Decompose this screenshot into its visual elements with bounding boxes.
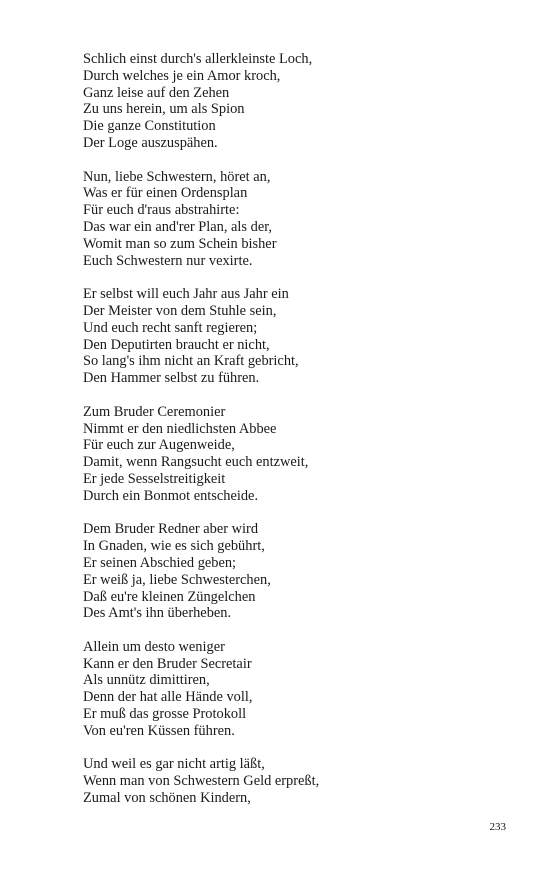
poem-line: Wenn man von Schwestern Geld erpreßt, bbox=[83, 773, 320, 790]
poem-line: Euch Schwestern nur vexirte. bbox=[83, 252, 253, 269]
poem-line: Für euch zur Augenweide, bbox=[83, 437, 235, 454]
poem-line: Daß eu're kleinen Züngelchen bbox=[83, 588, 256, 605]
poem-line: Und weil es gar nicht artig läßt, bbox=[83, 756, 265, 773]
stanza bbox=[83, 521, 503, 622]
stanza bbox=[83, 51, 503, 152]
poem-line: Zumal von schönen Kindern, bbox=[83, 790, 251, 807]
poem-line: Von eu'ren Küssen führen. bbox=[83, 722, 235, 739]
poem-line: Womit man so zum Schein bisher bbox=[83, 235, 277, 252]
poem-line: Den Hammer selbst zu führen. bbox=[83, 370, 260, 387]
stanza bbox=[83, 756, 503, 806]
poem-line: Den Deputirten braucht er nicht, bbox=[83, 336, 270, 353]
poem-line: Er jede Sesselstreitigkeit bbox=[83, 470, 226, 487]
poem-line: Durch welches je ein Amor kroch, bbox=[83, 67, 281, 84]
poem-line: Dem Bruder Redner aber wird bbox=[83, 521, 259, 538]
poem-line: Das war ein and'rer Plan, als der, bbox=[83, 218, 273, 235]
poem-line: Er selbst will euch Jahr aus Jahr ein bbox=[83, 286, 289, 303]
poem-line: Ganz leise auf den Zehen bbox=[83, 84, 230, 101]
poem-line: Und euch recht sanft regieren; bbox=[83, 319, 258, 336]
poem-line: Er weiß ja, liebe Schwesterchen, bbox=[83, 571, 271, 588]
poem-line: Damit, wenn Rangsucht euch entzweit, bbox=[83, 454, 309, 471]
poem-line: Schlich einst durch's allerkleinste Loch, bbox=[83, 51, 313, 67]
poem-line: Kann er den Bruder Secretair bbox=[83, 655, 252, 672]
poem-line: Was er für einen Ordensplan bbox=[83, 185, 248, 202]
poem-line: So lang's ihm nicht an Kraft gebricht, bbox=[83, 353, 299, 370]
poem-line: Er muß das grosse Protokoll bbox=[83, 706, 247, 723]
poem-line: Für euch d'raus abstrahirte: bbox=[83, 202, 240, 219]
poem-line: Nimmt er den niedlichsten Abbee bbox=[83, 420, 277, 437]
poem-line: Als unnütz dimittiren, bbox=[83, 672, 210, 689]
poem-line: Denn der hat alle Hände voll, bbox=[83, 689, 253, 706]
poem-line: Allein um desto weniger bbox=[83, 638, 225, 655]
stanza bbox=[83, 404, 503, 505]
poem-line: In Gnaden, wie es sich gebührt, bbox=[83, 538, 265, 555]
poem-line: Der Loge auszuspähen. bbox=[83, 134, 218, 151]
poem-line: Er seinen Abschied geben; bbox=[83, 554, 237, 571]
poem-line: Die ganze Constitution bbox=[83, 118, 216, 135]
poem-line: Zu uns herein, um als Spion bbox=[83, 101, 245, 118]
poem-line: Durch ein Bonmot entscheide. bbox=[83, 487, 259, 504]
stanza bbox=[83, 286, 503, 387]
stanza bbox=[83, 169, 503, 270]
poem-line: Nun, liebe Schwestern, höret an, bbox=[83, 168, 271, 185]
page-number: 233 bbox=[489, 821, 506, 833]
poem-line: Des Amt's ihn überheben. bbox=[83, 605, 232, 622]
poem-body bbox=[83, 51, 503, 824]
poem-line: Der Meister von dem Stuhle sein, bbox=[83, 302, 277, 319]
stanza bbox=[83, 639, 503, 740]
poem-line: Zum Bruder Ceremonier bbox=[83, 403, 226, 420]
